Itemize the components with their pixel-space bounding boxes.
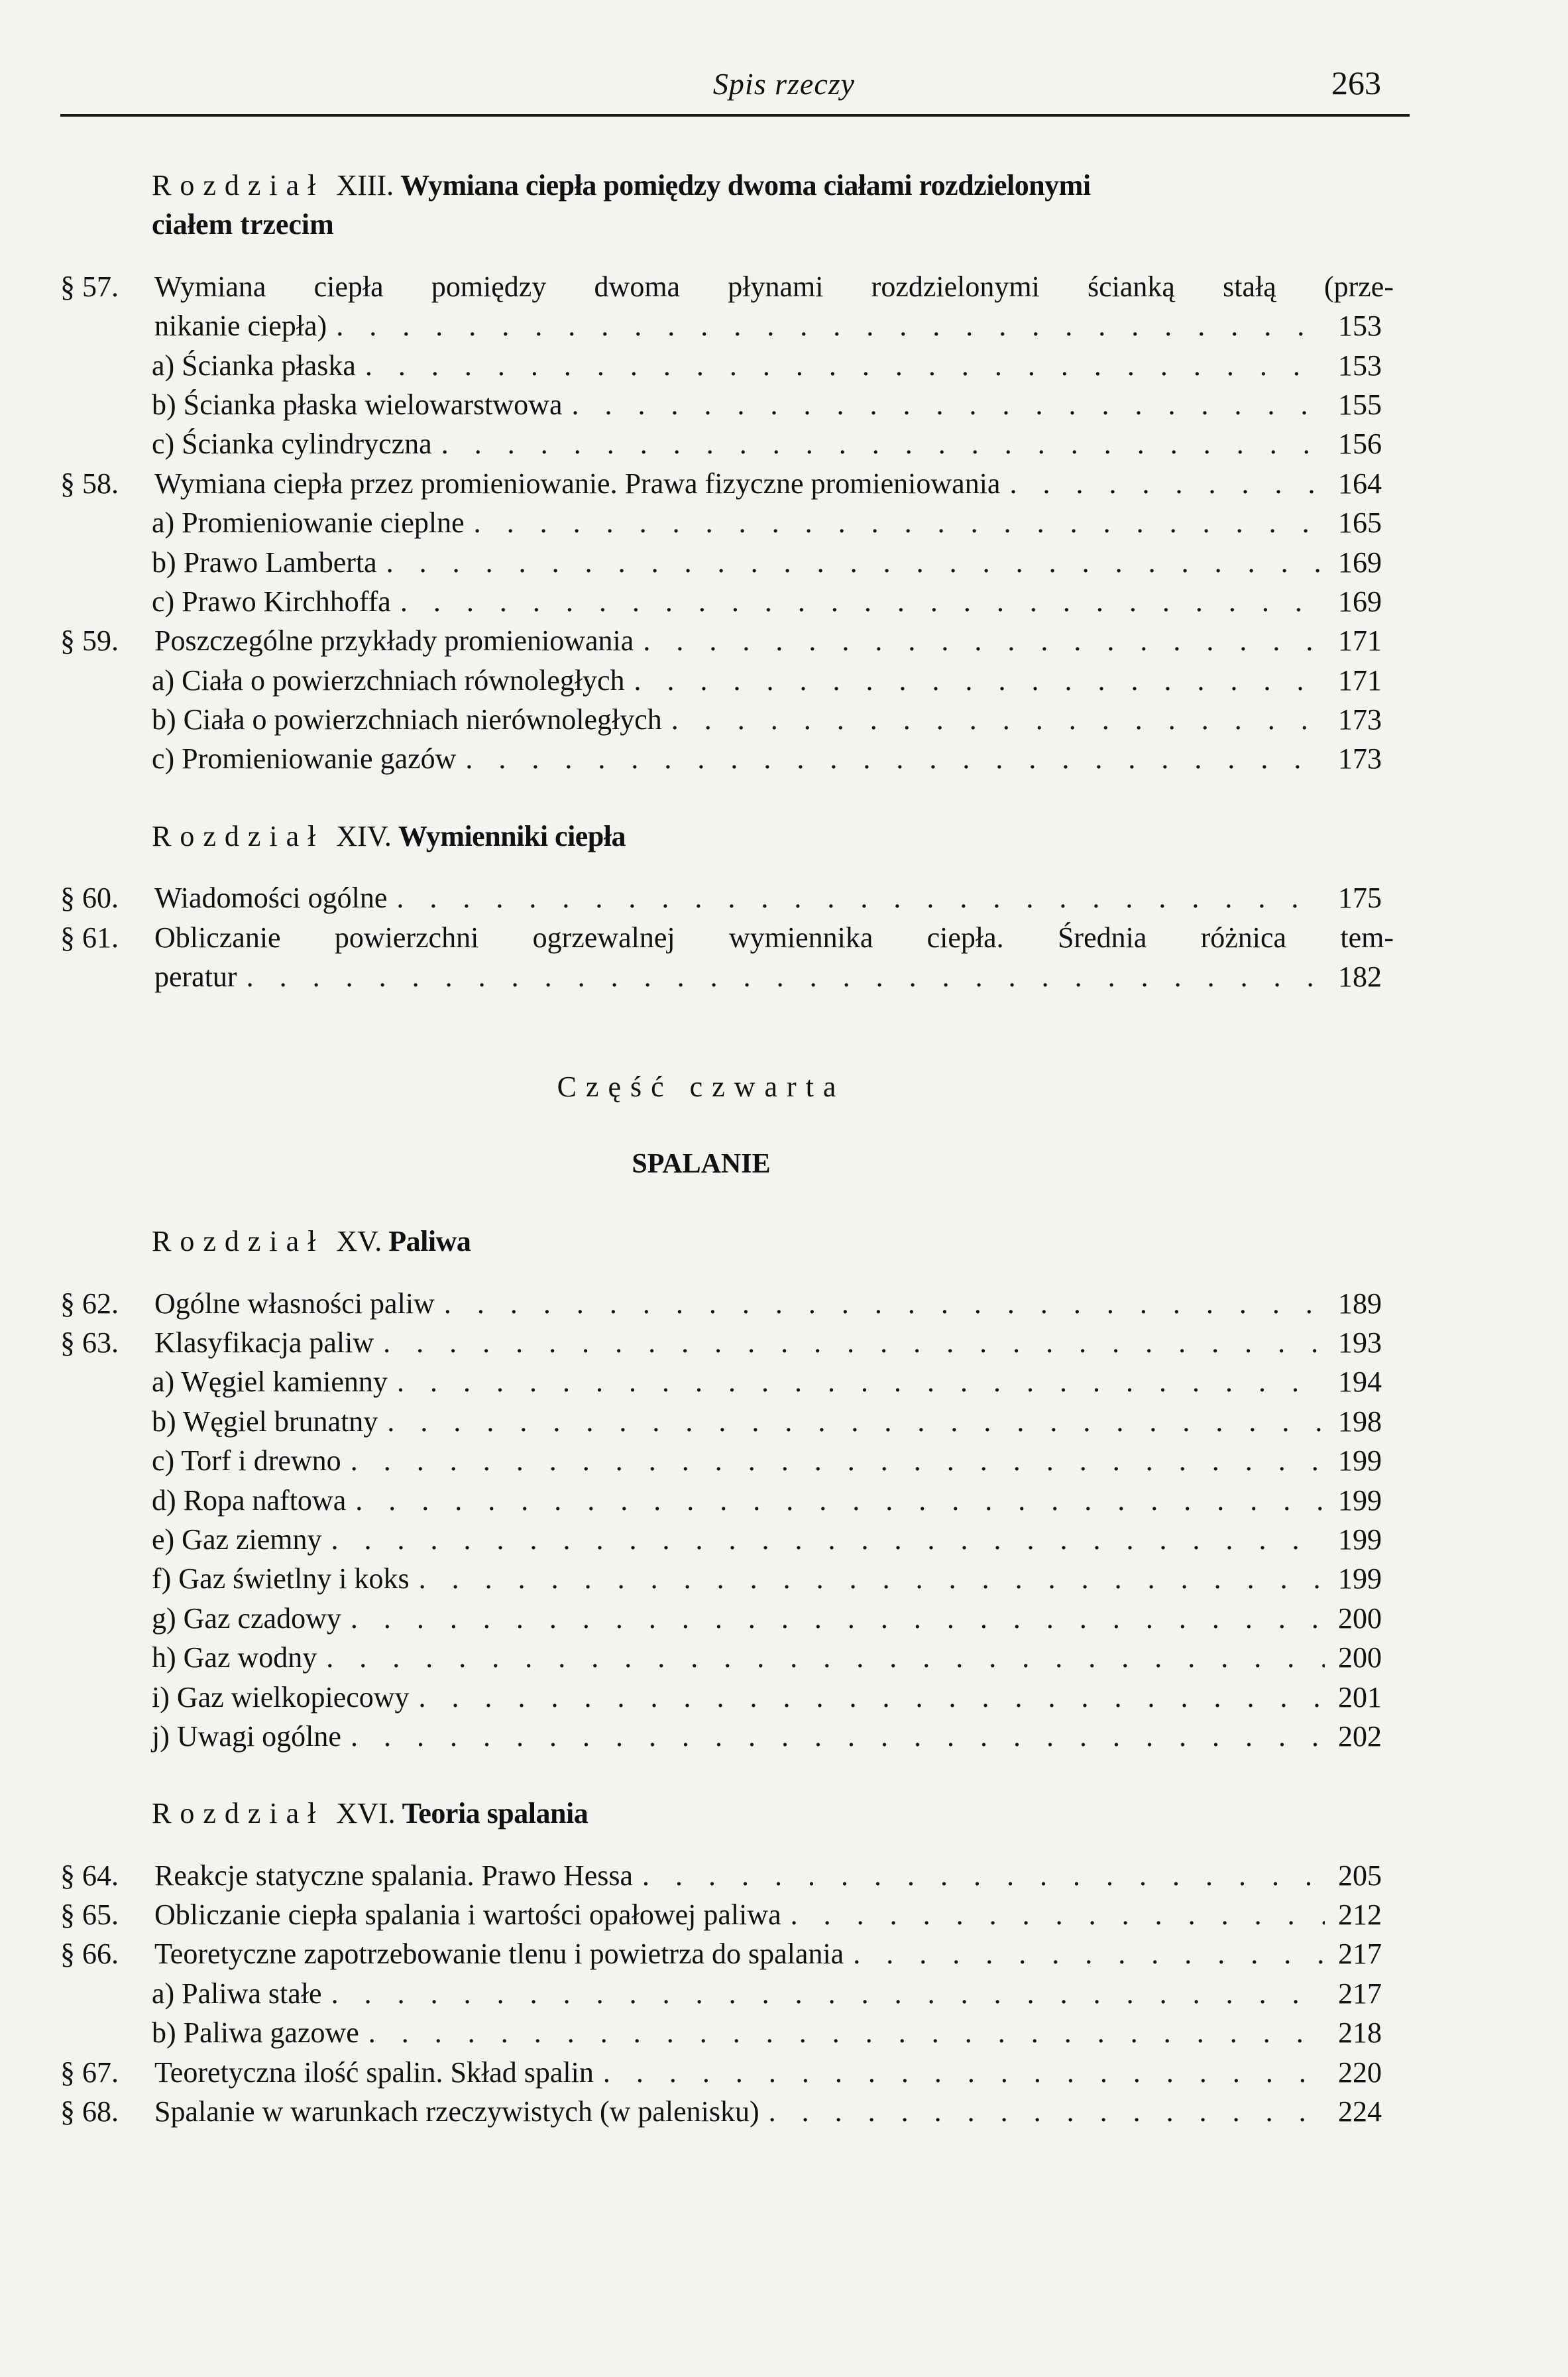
- dot-leader: [341, 1717, 1325, 1756]
- entry-title: c) Ścianka cylindryczna: [152, 428, 432, 461]
- entry-page: 199: [1338, 1444, 1382, 1478]
- indent-spacer: [60, 817, 152, 856]
- chapter-heading: [60, 817, 1382, 856]
- entry-page: 182: [1338, 960, 1382, 994]
- dot-leader: [346, 1481, 1325, 1520]
- indent-spacer: [60, 1402, 152, 1441]
- entry-page: 169: [1338, 585, 1382, 618]
- indent-spacer: [60, 1974, 152, 2013]
- indent-spacer: [60, 1520, 152, 1559]
- entry-title: Obliczanie powierzchni ogrzewalnej wymiennika ciepła. Średnia różnica tem-: [154, 921, 1394, 954]
- entry-page: 171: [1338, 664, 1382, 697]
- indent-spacer: [60, 1638, 152, 1677]
- toc-subentry: [60, 1481, 1382, 1520]
- toc-entry: [60, 621, 1382, 660]
- indent-spacer: [60, 1794, 152, 1833]
- entry-title: Teoretyczna ilość spalin. Skład spalin: [154, 2056, 594, 2089]
- entry-title: c) Promieniowanie gazów: [152, 742, 457, 776]
- entry-page: 169: [1338, 546, 1382, 579]
- entry-title: c) Prawo Kirchhoffa: [152, 585, 391, 618]
- entry-title: b) Ciała o powierzchniach nierównoległych: [152, 703, 662, 736]
- indent-spacer: [60, 1481, 152, 1520]
- entry-title: e) Gaz ziemny: [152, 1523, 322, 1556]
- section-number: § 68.: [60, 2095, 119, 2128]
- entry-page: 199: [1338, 1562, 1382, 1595]
- chapter-number: XVI.: [336, 1797, 396, 1830]
- entry-page: 200: [1338, 1601, 1382, 1635]
- entry-title: Spalanie w warunkach rzeczywistych (w palenisku): [154, 2095, 759, 2128]
- page-number: 263: [1331, 64, 1381, 101]
- toc-subentry: [60, 346, 1382, 385]
- dot-leader: [662, 700, 1325, 739]
- entry-title-continuation: peratur: [154, 960, 237, 994]
- entry-title: f) Gaz świetlny i koks: [152, 1562, 410, 1595]
- chapter-title-continuation: ciałem trzecim: [152, 208, 334, 241]
- dot-leader: [781, 1895, 1325, 1934]
- toc-subentry: [60, 1678, 1382, 1717]
- part-title: SPALANIE: [632, 1148, 771, 1179]
- toc-entry: [60, 1934, 1382, 1973]
- entry-title: Obliczanie ciepła spalania i wartości opałowej paliwa: [154, 1898, 781, 1932]
- dot-leader: [465, 503, 1325, 542]
- chapter-heading-continuation: [60, 205, 1382, 244]
- entry-title: j) Uwagi ogólne: [152, 1719, 341, 1753]
- dot-leader: [844, 1934, 1325, 1973]
- toc-entry: [60, 1323, 1382, 1362]
- entry-title: Wymiana ciepła pomiędzy dwoma płynami rozdzielonymi ścianką stałą (prze-: [154, 270, 1394, 303]
- toc-subentry: [60, 1441, 1382, 1480]
- entry-title: g) Gaz czadowy: [152, 1601, 341, 1635]
- entry-page: 220: [1338, 2056, 1382, 2089]
- toc-subentry: [60, 1559, 1382, 1598]
- dot-leader: [594, 2053, 1325, 2092]
- toc-subentry: [60, 661, 1382, 700]
- entry-title: a) Promieniowanie cieplne: [152, 506, 465, 540]
- indent-spacer: [60, 424, 152, 463]
- toc-subentry: [60, 1599, 1382, 1638]
- entry-page: 205: [1338, 1859, 1382, 1892]
- entry-page: 199: [1338, 1523, 1382, 1556]
- dot-leader: [356, 346, 1325, 385]
- entry-page: 171: [1338, 624, 1382, 658]
- indent-spacer: [60, 543, 152, 582]
- dot-leader: [456, 739, 1325, 778]
- chapter-number: XV.: [336, 1225, 382, 1258]
- toc-subentry: [60, 503, 1382, 542]
- entry-title: Teoretyczne zapotrzebowanie tlenu i powietrza do spalania: [154, 1938, 844, 1971]
- dot-leader: [562, 385, 1325, 424]
- indent-spacer: [60, 1559, 152, 1598]
- chapter-number: XIV.: [336, 819, 392, 852]
- entry-page: 224: [1338, 2095, 1382, 2128]
- table-of-contents: [60, 166, 1394, 2131]
- entry-title: Wiadomości ogólne: [154, 882, 388, 915]
- entry-title: a) Ciała o powierzchniach równoległych: [152, 664, 625, 697]
- entry-title: b) Prawo Lamberta: [152, 546, 377, 579]
- entry-page: 189: [1338, 1287, 1382, 1320]
- toc-entry-continuation: [60, 957, 1382, 996]
- indent-spacer: [60, 739, 152, 778]
- dot-leader: [317, 1638, 1325, 1677]
- entry-title: a) Ścianka płaska: [152, 349, 356, 382]
- toc-subentry: [60, 2013, 1382, 2052]
- entry-page: 164: [1338, 467, 1382, 500]
- toc-subentry: [60, 582, 1382, 621]
- entry-page: 193: [1338, 1326, 1382, 1359]
- chapter-title: Wymienniki ciepła: [398, 819, 626, 852]
- chapter-number: XIII.: [336, 169, 394, 202]
- toc-subentry: [60, 385, 1382, 424]
- toc-entry: [60, 878, 1382, 917]
- entry-page: 199: [1338, 1483, 1382, 1517]
- header-rule: [60, 114, 1410, 117]
- entry-page: 194: [1338, 1365, 1382, 1399]
- chapter-heading: [60, 1794, 1382, 1833]
- dot-leader: [432, 424, 1325, 463]
- dot-leader: [377, 543, 1325, 582]
- toc-subentry: [60, 1402, 1382, 1441]
- toc-entry: [60, 2053, 1382, 2092]
- toc-subentry: [60, 700, 1382, 739]
- entry-title-continuation: nikanie ciepła): [154, 310, 327, 343]
- dot-leader: [378, 1402, 1325, 1441]
- chapter-title: Paliwa: [388, 1225, 471, 1258]
- entry-page: 156: [1338, 428, 1382, 461]
- chapter-title: Teoria spalania: [402, 1797, 588, 1830]
- toc-entry: [60, 1856, 1382, 1895]
- dot-leader: [410, 1559, 1325, 1598]
- chapter-title: Wymiana ciepła pomiędzy dwoma ciałami rozdzielonymi: [400, 169, 1091, 202]
- toc-subentry: [60, 1717, 1382, 1756]
- entry-title: b) Węgiel brunatny: [152, 1405, 378, 1438]
- toc-subentry: [60, 1638, 1382, 1677]
- indent-spacer: [60, 582, 152, 621]
- indent-spacer: [60, 1678, 152, 1717]
- entry-title: Reakcje statyczne spalania. Prawo Hessa: [154, 1859, 634, 1892]
- indent-spacer: [60, 2013, 152, 2052]
- entry-title: Klasyfikacja paliw: [154, 1326, 374, 1359]
- dot-leader: [322, 1974, 1325, 2013]
- indent-spacer: [60, 1599, 152, 1638]
- dot-leader: [322, 1520, 1325, 1559]
- section-number: § 67.: [60, 2056, 119, 2089]
- entry-title: d) Ropa naftowa: [152, 1483, 347, 1517]
- entry-title: c) Torf i drewno: [152, 1444, 341, 1478]
- section-number: § 59.: [60, 624, 119, 658]
- entry-title: Poszczególne przykłady promieniowania: [154, 624, 634, 658]
- entry-page: 153: [1338, 310, 1382, 343]
- dot-leader: [341, 1441, 1325, 1480]
- section-number: § 60.: [60, 882, 119, 915]
- section-number: § 61.: [60, 921, 119, 954]
- indent-spacer: [60, 166, 152, 205]
- entry-title: Ogólne własności paliw: [154, 1287, 435, 1320]
- dot-leader: [387, 878, 1325, 917]
- dot-leader: [327, 306, 1325, 345]
- entry-page: 201: [1338, 1680, 1382, 1713]
- toc-subentry: [60, 543, 1382, 582]
- dot-leader: [435, 1284, 1325, 1323]
- dot-leader: [237, 957, 1325, 996]
- entry-title: b) Ścianka płaska wielowarstwowa: [152, 388, 563, 421]
- dot-leader: [633, 1856, 1325, 1895]
- entry-page: 217: [1338, 1938, 1382, 1971]
- indent-spacer: [60, 205, 152, 244]
- toc-entry: [60, 1284, 1382, 1323]
- toc-subentry: [60, 1520, 1382, 1559]
- indent-spacer: [60, 346, 152, 385]
- dot-leader: [391, 582, 1325, 621]
- chapter-label: Rozdział: [152, 1225, 325, 1258]
- section-number: § 57.: [60, 270, 119, 303]
- entry-title: a) Paliwa stałe: [152, 1977, 322, 2010]
- indent-spacer: [60, 306, 154, 345]
- dot-leader: [625, 661, 1325, 700]
- entry-title: Wymiana ciepła przez promieniowanie. Prawa fizyczne promieniowania: [154, 467, 1001, 500]
- running-header-title: Spis rzeczy: [712, 67, 856, 101]
- entry-title: i) Gaz wielkopiecowy: [152, 1680, 410, 1713]
- part-label: Część czwarta: [557, 1071, 846, 1104]
- chapter-label: Rozdział: [152, 819, 325, 852]
- entry-title: b) Paliwa gazowe: [152, 2016, 359, 2050]
- indent-spacer: [60, 1441, 152, 1480]
- toc-entry: [60, 918, 1394, 957]
- entry-page: 217: [1338, 1977, 1382, 2010]
- dot-leader: [388, 1362, 1325, 1401]
- chapter-label: Rozdział: [152, 1797, 325, 1830]
- entry-page: 173: [1338, 703, 1382, 736]
- indent-spacer: [60, 385, 152, 424]
- toc-entry: [60, 1895, 1382, 1934]
- dot-leader: [341, 1599, 1325, 1638]
- dot-leader: [374, 1323, 1325, 1362]
- entry-page: 175: [1338, 882, 1382, 915]
- entry-title: a) Węgiel kamienny: [152, 1365, 388, 1399]
- chapter-heading: [60, 1222, 1382, 1261]
- section-number: § 62.: [60, 1287, 119, 1320]
- toc-subentry: [60, 424, 1382, 463]
- toc-subentry: [60, 1362, 1382, 1401]
- indent-spacer: [60, 1362, 152, 1401]
- toc-entry: [60, 464, 1382, 503]
- entry-page: 202: [1338, 1719, 1382, 1753]
- entry-page: 212: [1338, 1898, 1382, 1932]
- section-number: § 66.: [60, 1938, 119, 1971]
- section-number: § 65.: [60, 1898, 119, 1932]
- dot-leader: [410, 1678, 1325, 1717]
- toc-entry: [60, 2092, 1382, 2131]
- dot-leader: [359, 2013, 1325, 2052]
- indent-spacer: [60, 1222, 152, 1261]
- indent-spacer: [60, 700, 152, 739]
- toc-entry: [60, 267, 1394, 306]
- dot-leader: [759, 2092, 1325, 2131]
- entry-title: h) Gaz wodny: [152, 1641, 317, 1674]
- entry-page: 198: [1338, 1405, 1382, 1438]
- section-number: § 58.: [60, 467, 119, 500]
- toc-subentry: [60, 739, 1382, 778]
- chapter-label: Rozdział: [152, 169, 325, 202]
- entry-page: 173: [1338, 742, 1382, 776]
- chapter-heading: [60, 166, 1382, 205]
- section-number: § 64.: [60, 1859, 119, 1892]
- dot-leader: [634, 621, 1325, 660]
- toc-entry-continuation: [60, 306, 1382, 345]
- entry-page: 155: [1338, 388, 1382, 421]
- indent-spacer: [60, 503, 152, 542]
- entry-page: 153: [1338, 349, 1382, 382]
- section-number: § 63.: [60, 1326, 119, 1359]
- entry-page: 218: [1338, 2016, 1382, 2050]
- indent-spacer: [60, 957, 154, 996]
- entry-page: 165: [1338, 506, 1382, 540]
- toc-subentry: [60, 1974, 1382, 2013]
- indent-spacer: [60, 661, 152, 700]
- indent-spacer: [60, 1717, 152, 1756]
- dot-leader: [1000, 464, 1325, 503]
- entry-page: 200: [1338, 1641, 1382, 1674]
